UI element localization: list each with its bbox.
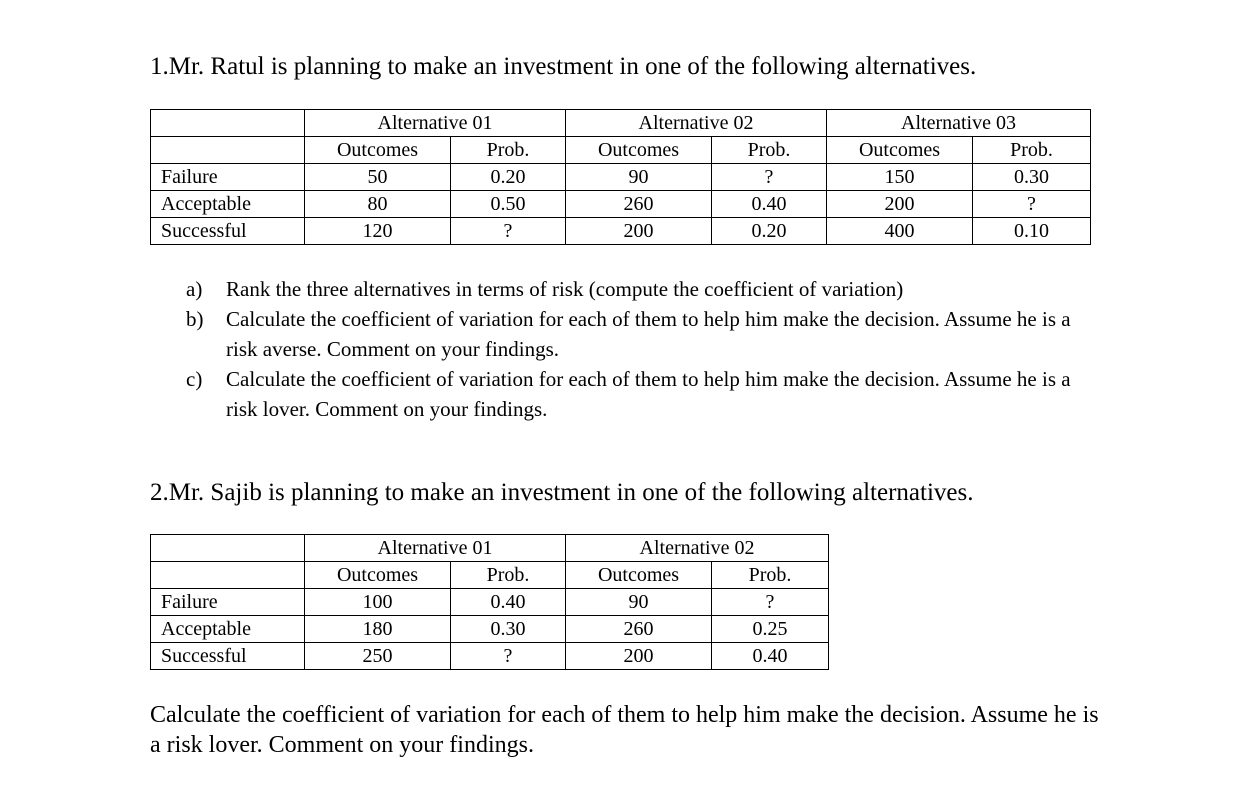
sub-question-c bbox=[186, 364, 1106, 424]
table-cell: 200 bbox=[827, 191, 973, 218]
alternative-header: Alternative 01 bbox=[305, 110, 566, 137]
table-cell: 0.25 bbox=[712, 616, 829, 643]
table-header-row bbox=[151, 535, 829, 562]
alternative-header: Alternative 02 bbox=[566, 110, 827, 137]
corner-cell bbox=[151, 137, 305, 164]
row-label: Successful bbox=[151, 218, 305, 245]
alternative-header: Alternative 03 bbox=[827, 110, 1091, 137]
question-2-instruction: Calculate the coefficient of variation for each of them to help him make the decision. Assume he is a risk lover. Comment on your findings. bbox=[150, 702, 1099, 758]
row-label: Acceptable bbox=[151, 191, 305, 218]
sub-question-b bbox=[186, 304, 1106, 364]
prob-header: Prob. bbox=[712, 137, 827, 164]
outcomes-header: Outcomes bbox=[566, 562, 712, 589]
sub-question-text: Rank the three alternatives in terms of risk (compute the coefficient of variation) bbox=[226, 277, 904, 301]
table-cell: 200 bbox=[566, 218, 712, 245]
question-1-title: 1.Mr. Ratul is planning to make an investment in one of the following alternatives. bbox=[150, 53, 977, 80]
table-cell: 0.40 bbox=[712, 191, 827, 218]
row-label: Failure bbox=[151, 589, 305, 616]
table-cell: 250 bbox=[305, 643, 451, 670]
table-cell: 0.20 bbox=[451, 164, 566, 191]
table-cell: 0.40 bbox=[451, 589, 566, 616]
table-cell: 0.30 bbox=[973, 164, 1091, 191]
table-cell: 0.50 bbox=[451, 191, 566, 218]
table-header-row bbox=[151, 110, 1091, 137]
outcomes-header: Outcomes bbox=[827, 137, 973, 164]
row-label: Acceptable bbox=[151, 616, 305, 643]
sub-question-text: Calculate the coefficient of variation for each of them to help him make the decision. Assume he is a risk averse. Comment on your findings. bbox=[226, 307, 1071, 361]
table-cell: ? bbox=[712, 164, 827, 191]
table-cell: 150 bbox=[827, 164, 973, 191]
prob-header: Prob. bbox=[451, 562, 566, 589]
sub-question-marker: b) bbox=[186, 307, 204, 331]
table-cell: 100 bbox=[305, 589, 451, 616]
table-cell: 80 bbox=[305, 191, 451, 218]
alternative-header: Alternative 02 bbox=[566, 535, 829, 562]
table-cell: 260 bbox=[566, 616, 712, 643]
row-label: Failure bbox=[151, 164, 305, 191]
prob-header: Prob. bbox=[451, 137, 566, 164]
table-cell: 180 bbox=[305, 616, 451, 643]
table-row bbox=[151, 589, 829, 616]
corner-cell bbox=[151, 562, 305, 589]
question-1-table bbox=[150, 109, 1091, 245]
question-2-title: 2.Mr. Sajib is planning to make an investment in one of the following alternatives. bbox=[150, 479, 974, 506]
table-cell: 50 bbox=[305, 164, 451, 191]
row-label: Successful bbox=[151, 643, 305, 670]
table-cell: 0.30 bbox=[451, 616, 566, 643]
outcomes-header: Outcomes bbox=[566, 137, 712, 164]
table-cell: 90 bbox=[566, 164, 712, 191]
table-cell: 90 bbox=[566, 589, 712, 616]
table-cell: 0.20 bbox=[712, 218, 827, 245]
corner-cell bbox=[151, 535, 305, 562]
table-subheader-row bbox=[151, 562, 829, 589]
table-row bbox=[151, 643, 829, 670]
question-1-sub-questions bbox=[186, 274, 1106, 424]
table-cell: ? bbox=[973, 191, 1091, 218]
table-row bbox=[151, 218, 1091, 245]
outcomes-header: Outcomes bbox=[305, 137, 451, 164]
alternative-header: Alternative 01 bbox=[305, 535, 566, 562]
sub-question-text: Calculate the coefficient of variation for each of them to help him make the decision. Assume he is a risk lover. Comment on your findings. bbox=[226, 367, 1071, 421]
table-cell: 0.40 bbox=[712, 643, 829, 670]
prob-header: Prob. bbox=[712, 562, 829, 589]
table-row bbox=[151, 164, 1091, 191]
corner-cell bbox=[151, 110, 305, 137]
table-row bbox=[151, 191, 1091, 218]
table-subheader-row bbox=[151, 137, 1091, 164]
table-cell: 0.10 bbox=[973, 218, 1091, 245]
table-cell: ? bbox=[451, 218, 566, 245]
sub-question-a bbox=[186, 274, 1106, 304]
question-2-table bbox=[150, 534, 829, 670]
table-cell: ? bbox=[451, 643, 566, 670]
table-cell: 260 bbox=[566, 191, 712, 218]
sub-question-marker: a) bbox=[186, 277, 203, 301]
table-cell: 400 bbox=[827, 218, 973, 245]
sub-question-marker: c) bbox=[186, 367, 203, 391]
table-cell: 200 bbox=[566, 643, 712, 670]
table-cell: 120 bbox=[305, 218, 451, 245]
table-row bbox=[151, 616, 829, 643]
outcomes-header: Outcomes bbox=[305, 562, 451, 589]
prob-header: Prob. bbox=[973, 137, 1091, 164]
table-cell: ? bbox=[712, 589, 829, 616]
